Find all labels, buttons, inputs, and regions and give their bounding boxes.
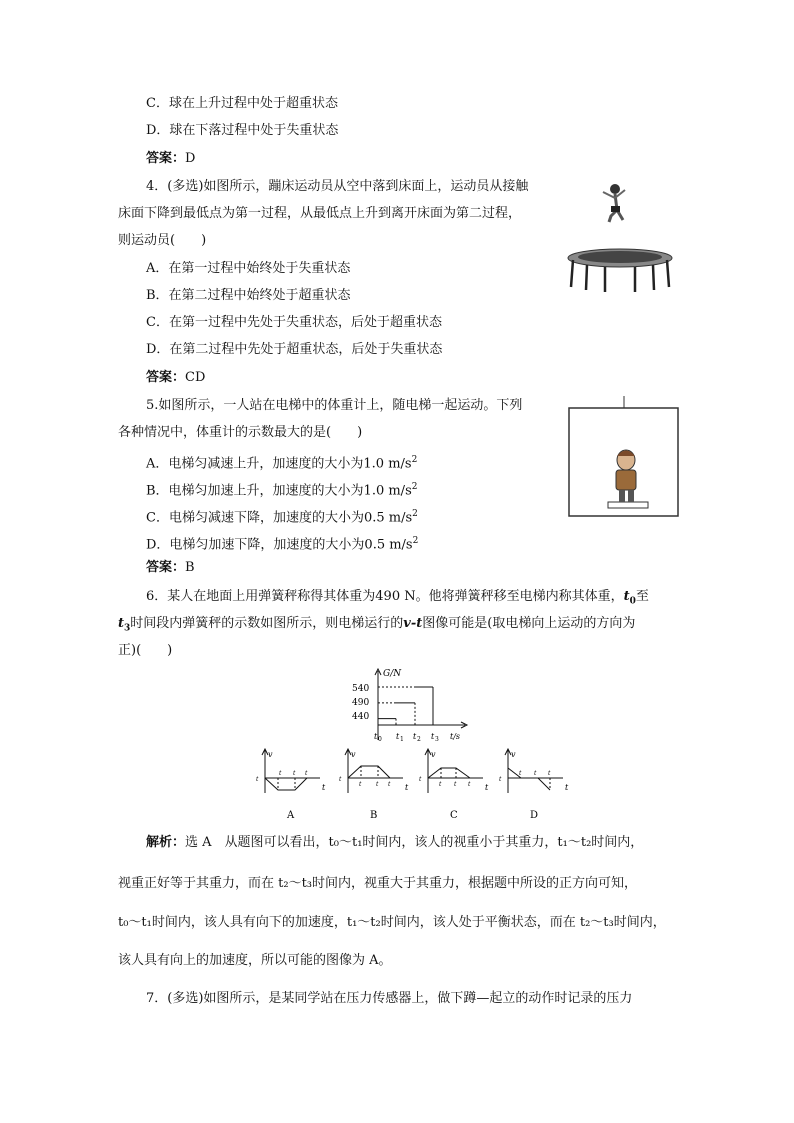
vt-graph-a bbox=[256, 749, 326, 821]
trampoline bbox=[568, 249, 672, 292]
q5-option-a: A．电梯匀减速上升，加速度的大小为1.0 $m/s^2$ bbox=[146, 455, 418, 472]
svg-text:t: t bbox=[388, 781, 391, 788]
athlete-figure bbox=[603, 184, 625, 222]
vt-graph-c bbox=[419, 749, 489, 821]
option-label-c: C bbox=[450, 810, 458, 821]
q3-option-c: C．球在上升过程中处于超重状态 bbox=[146, 96, 338, 111]
q5-stem-line2: 各种情况中，体重计的示数最大的是( ) bbox=[118, 425, 363, 440]
q6-stem-line2: $t_3$时间段内弹簧秤的示数如图所示，则电梯运行的v-t图像可能是(取电梯向上运动的方向为 bbox=[118, 616, 636, 634]
y-tick-440: 440 bbox=[352, 712, 370, 722]
svg-text:t: t bbox=[359, 781, 362, 788]
x-tick-t3: t bbox=[431, 732, 435, 741]
option-label-b: B bbox=[370, 810, 378, 821]
answer-value: D bbox=[185, 151, 196, 166]
svg-text:v: v bbox=[431, 750, 436, 759]
y-tick-490: 490 bbox=[352, 698, 370, 708]
svg-text:t: t bbox=[454, 781, 457, 788]
q4-stem-line2: 床面下降到最低点为第一过程，从最低点上升到离开床面为第二过程， bbox=[118, 206, 522, 221]
svg-text:v: v bbox=[351, 750, 356, 759]
answer-value: B bbox=[185, 560, 195, 575]
x-axis-unit: t/s bbox=[450, 732, 461, 741]
svg-text:t: t bbox=[293, 770, 296, 777]
q5-answer bbox=[146, 559, 195, 577]
svg-text:t: t bbox=[468, 781, 471, 788]
solution-line3: t₀～t₁时间内，该人具有向下的加速度，t₁～t₂时间内，该人处于平衡状态，而在 t₂～t₃时间内， bbox=[118, 915, 666, 930]
svg-text:t: t bbox=[548, 770, 551, 777]
answer-label: 答案： bbox=[146, 370, 186, 385]
q5-stem-line1: 5.如图所示，一人站在电梯中的体重计上，随电梯一起运动。下列 bbox=[146, 398, 523, 413]
svg-text:v: v bbox=[511, 750, 516, 759]
x-tick-sub: 0 bbox=[378, 736, 382, 743]
vt-graph-d bbox=[499, 749, 569, 821]
solution-line4: 该人具有向上的加速度，所以可能的图像为 A。 bbox=[118, 953, 392, 968]
option-label-a: A bbox=[287, 810, 295, 821]
x-tick-sub: 2 bbox=[417, 736, 421, 743]
svg-text:t: t bbox=[305, 770, 308, 777]
vt-option-graphs bbox=[255, 748, 575, 823]
y-tick-540: 540 bbox=[352, 684, 370, 694]
person-icon bbox=[616, 450, 636, 502]
q3-answer bbox=[146, 150, 195, 168]
x-tick-sub: 3 bbox=[435, 736, 439, 743]
svg-text:t: t bbox=[534, 770, 537, 777]
answer-label: 答案： bbox=[146, 560, 186, 575]
q6-stem-line3: 正)( ) bbox=[118, 643, 173, 658]
svg-text:t: t bbox=[339, 776, 342, 783]
elevator-figure bbox=[568, 396, 680, 518]
q4-stem-line1: 4．(多选)如图所示，蹦床运动员从空中落到床面上，运动员从接触 bbox=[146, 179, 529, 194]
q5-option-c: C．电梯匀减速下降，加速度的大小为0.5 $m/s^2$ bbox=[146, 509, 418, 526]
svg-text:v: v bbox=[268, 750, 273, 759]
svg-text:t: t bbox=[565, 783, 569, 792]
svg-text:t: t bbox=[256, 776, 259, 783]
q5-option-b: B．电梯匀加速上升，加速度的大小为1.0 $m/s^2$ bbox=[146, 482, 418, 499]
x-tick-t1: t bbox=[396, 732, 400, 741]
svg-text:t: t bbox=[419, 776, 422, 783]
answer-label: 答案： bbox=[146, 151, 186, 166]
svg-text:t: t bbox=[279, 770, 282, 777]
q6-stem-line1: 6．某人在地面上用弹簧秤称得其体重为490 N。他将弹簧秤移至电梯内称其体重，$t_0$至 bbox=[146, 589, 649, 607]
weight-time-graph bbox=[340, 665, 480, 747]
q4-option-a: A．在第一过程中始终处于失重状态 bbox=[146, 261, 351, 276]
svg-text:t: t bbox=[439, 781, 442, 788]
x-tick-sub: 1 bbox=[400, 736, 404, 743]
trampoline-figure bbox=[565, 180, 675, 295]
answer-value: CD bbox=[185, 370, 206, 385]
x-tick-t2: t bbox=[413, 732, 417, 741]
q4-option-d: D．在第二过程中先处于超重状态，后处于失重状态 bbox=[146, 342, 443, 357]
scale-icon bbox=[608, 502, 648, 508]
q7-stem-line1: 7．(多选)如图所示，是某同学站在压力传感器上，做下蹲—起立的动作时记录的压力 bbox=[146, 991, 633, 1006]
svg-text:t: t bbox=[376, 781, 379, 788]
svg-text:t: t bbox=[485, 783, 489, 792]
q4-option-c: C．在第一过程中先处于失重状态，后处于超重状态 bbox=[146, 315, 442, 330]
svg-text:t: t bbox=[322, 783, 326, 792]
q4-option-b: B．在第二过程中始终处于超重状态 bbox=[146, 288, 351, 303]
solution-line1: 解析：选 A 从题图可以看出，t₀～t₁时间内，该人的视重小于其重力，t₁～t₂时间内， bbox=[146, 835, 644, 850]
q4-answer bbox=[146, 369, 205, 387]
svg-text:t: t bbox=[499, 776, 502, 783]
vt-graph-b bbox=[339, 749, 409, 821]
solution-line2: 视重正好等于其重力，而在 t₂～t₃时间内，视重大于其重力，根据题中所设的正方向可知， bbox=[118, 876, 638, 891]
x-tick-t0: t bbox=[374, 732, 378, 741]
svg-text:t: t bbox=[519, 770, 522, 777]
q4-stem-line3: 则运动员( ) bbox=[118, 233, 207, 248]
y-axis-label: G/N bbox=[383, 669, 402, 679]
q3-option-d: D．球在下落过程中处于失重状态 bbox=[146, 123, 339, 138]
option-label-d: D bbox=[530, 810, 539, 821]
solution-label: 解析： bbox=[146, 835, 186, 850]
svg-text:t: t bbox=[405, 783, 409, 792]
q5-option-d: D．电梯匀加速下降，加速度的大小为0.5 $m/s^2$ bbox=[146, 536, 419, 553]
